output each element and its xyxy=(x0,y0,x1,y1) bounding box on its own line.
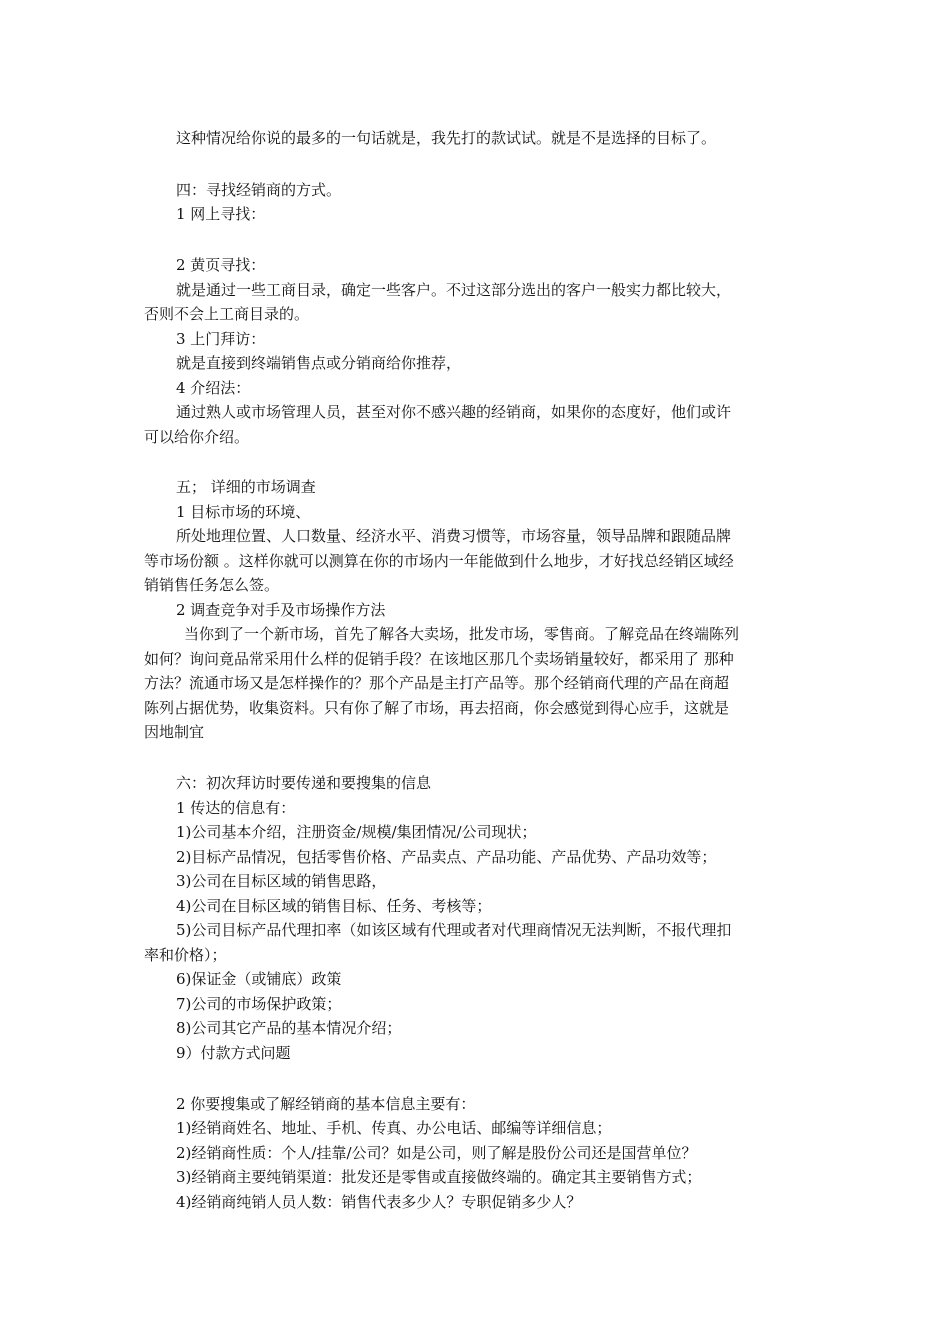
paragraph-line: 这种情况给你说的最多的一句话就是，我先打的款试试。就是不是选择的目标了。 xyxy=(176,129,717,147)
paragraph-line: 就是直接到终端销售点或分销商给你推荐， xyxy=(176,354,462,372)
paragraph-line: 否则不会上工商目录的。 xyxy=(144,305,310,323)
paragraph-line: 方法？流通市场又是怎样操作的？那个产品是主打产品等。那个经销商代理的产品在商超 xyxy=(144,674,730,692)
list-item: 9）付款方式问题 xyxy=(176,1044,291,1062)
list-item: 6)保证金（或铺底）政策 xyxy=(176,970,342,988)
subheading: 1 传达的信息有： xyxy=(176,799,296,817)
subheading: 1 网上寻找： xyxy=(176,205,266,223)
section-heading: 五； 详细的市场调查 xyxy=(176,478,316,496)
subheading: 2 你要搜集或了解经销商的基本信息主要有： xyxy=(176,1095,476,1113)
list-item: 7)公司的市场保护政策； xyxy=(176,995,342,1013)
section-heading: 六：初次拜访时要传递和要搜集的信息 xyxy=(176,774,432,792)
paragraph-line: 等市场份额 。这样你就可以测算在你的市场内一年能做到什么地步，才好找总经销区域经 xyxy=(144,552,734,570)
subheading: 4 介绍法： xyxy=(176,379,251,397)
list-item: 2)经销商性质：个人/挂靠/公司？如是公司，则了解是股份公司还是国营单位？ xyxy=(176,1144,697,1162)
paragraph-line: 所处地理位置、人口数量、经济水平、消费习惯等，市场容量，领导品牌和跟随品牌 xyxy=(176,527,732,545)
paragraph-line: 可以给你介绍。 xyxy=(144,428,250,446)
paragraph-line: 如何？询问竟品常采用什么样的促销手段？在该地区那几个卖场销量较好，都采用了 那种 xyxy=(144,650,734,668)
paragraph-line: 销销售任务怎么签。 xyxy=(144,576,280,594)
subheading: 2 黄页寻找： xyxy=(176,256,266,274)
list-item: 1)公司基本介绍，注册资金/规模/集团情况/公司现状； xyxy=(176,823,537,841)
paragraph-line: 因地制宜 xyxy=(144,723,205,741)
list-item: 4)公司在目标区域的销售目标、任务、考核等； xyxy=(176,897,492,915)
subheading: 3 上门拜访： xyxy=(176,330,266,348)
paragraph-line: 通过熟人或市场管理人员，甚至对你不感兴趣的经销商，如果你的态度好，他们或许 xyxy=(176,403,732,421)
list-item: 3)公司在目标区域的销售思路， xyxy=(176,872,387,890)
list-item: 4)经销商纯销人员人数：销售代表多少人？专职促销多少人？ xyxy=(176,1193,582,1211)
list-item: 3)经销商主要纯销渠道：批发还是零售或直接做终端的。确定其主要销售方式； xyxy=(176,1168,702,1186)
subheading: 1 目标市场的环境、 xyxy=(176,503,311,521)
paragraph-line: 陈列占据优势，收集资料。只有你了解了市场，再去招商，你会感觉到得心应手，这就是 xyxy=(144,699,730,717)
paragraph-line: 就是通过一些工商目录，确定一些客户。不过这部分选出的客户一般实力都比较大， xyxy=(176,281,732,299)
subheading: 2 调查竞争对手及市场操作方法 xyxy=(176,601,386,619)
list-item-continuation: 率和价格）； xyxy=(144,946,227,964)
list-item: 1)经销商姓名、地址、手机、传真、办公电话、邮编等详细信息； xyxy=(176,1119,612,1137)
list-item: 5)公司目标产品代理扣率（如该区域有代理或者对代理商情况无法判断，不报代理扣 xyxy=(176,921,732,939)
section-heading: 四：寻找经销商的方式。 xyxy=(176,181,342,199)
list-item: 2)目标产品情况，包括零售价格、产品卖点、产品功能、产品优势、产品功效等； xyxy=(176,848,717,866)
list-item: 8)公司其它产品的基本情况介绍； xyxy=(176,1019,402,1037)
paragraph-line: 当你到了一个新市场，首先了解各大卖场，批发市场，零售商。了解竞品在终端陈列 xyxy=(184,625,740,643)
